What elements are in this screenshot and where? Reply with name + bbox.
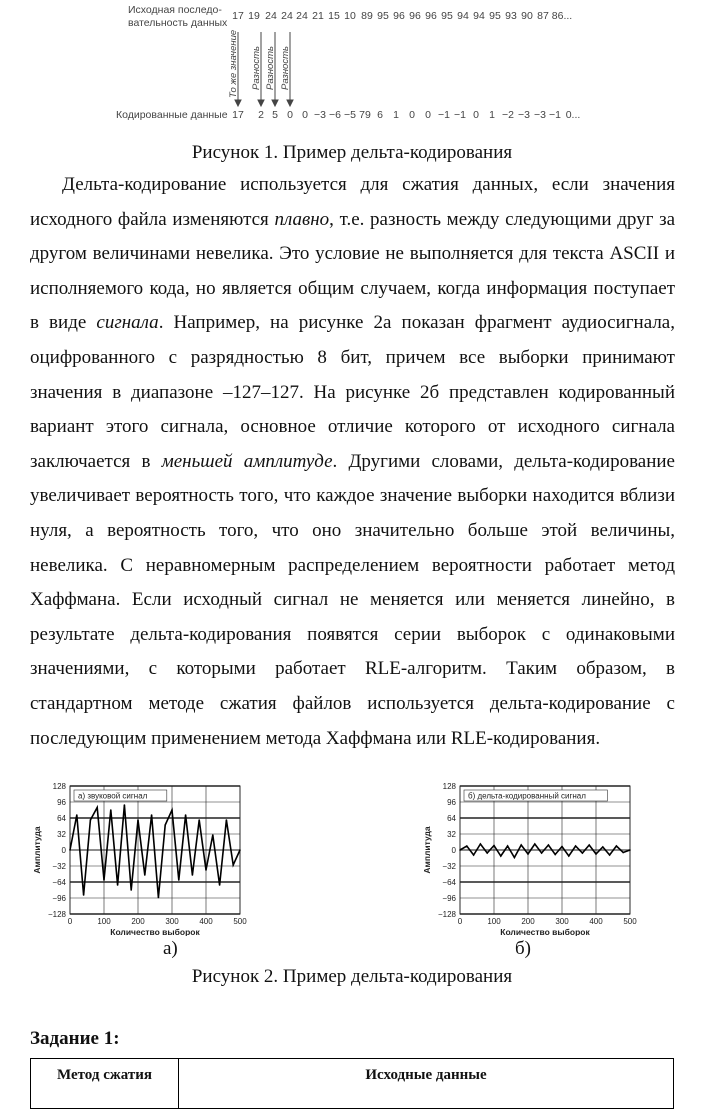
figure-1-caption: Рисунок 1. Пример дельта-кодирования xyxy=(191,142,513,163)
signal-point xyxy=(164,824,166,826)
source-value: 24 xyxy=(296,10,308,22)
signal-point xyxy=(582,852,584,854)
legend-label: б) дельта-кодированный сигнал xyxy=(468,791,586,801)
chart-delta-signal xyxy=(420,776,650,936)
rot-label-diff-1: Разность xyxy=(251,46,262,90)
signal-point xyxy=(616,845,618,847)
encoded-value: −3 xyxy=(314,109,326,121)
signal-point xyxy=(76,814,78,816)
y-tick-label: 128 xyxy=(52,782,66,791)
figure-2-caption: Рисунок 2. Пример дельта-кодирования xyxy=(191,966,513,987)
signal-point xyxy=(541,852,543,854)
signal-point xyxy=(561,846,563,848)
y-tick-label: −32 xyxy=(442,862,456,871)
x-tick-label: 0 xyxy=(457,917,463,926)
body-text-4: . Другими словами, дельта-кодирование увеличивает вероятность того, что каждое значение выборки находится вблизи нуля, а вероятность того, что оно значительно больше этой величины, невелика. С неравномерным распределением вероятности работает метод Хаффмана. Если исходный сигнал не меняется или меняется линейно, в результате дельта-кодирования появятся серии выборок с одинаковыми значениями, с которыми работает RLE-алгоритм. Таким образом, в стандартном методе сжатия файлов используется дельта-кодирование с последующим применением метода Хаффмана или RLE-кодирования. xyxy=(30,450,675,749)
signal-point xyxy=(144,874,146,876)
signal-point xyxy=(459,849,461,851)
y-tick-label: 64 xyxy=(57,814,66,823)
body-text-3: . Например, на рисунке 2а показан фрагмент аудиосигнала, оцифрованного с разрядностью 8 бит, причем все выборки принимают значения в диапазоне –127–127. На рисунке 2б представлен кодированный вариант этого сигнала, основное отличие которого от исходного сигнала заключается в xyxy=(30,312,675,472)
source-value: 96 xyxy=(409,10,421,22)
y-tick-label: −128 xyxy=(47,910,66,919)
y-axis-label: Амплитуда xyxy=(422,826,432,874)
signal-point xyxy=(103,879,105,881)
signal-point xyxy=(151,814,153,816)
signal-point xyxy=(588,844,590,846)
signal-point xyxy=(554,854,556,856)
chart-audio-signal xyxy=(30,776,260,936)
signal-point xyxy=(622,852,624,854)
task-heading: Задание 1: xyxy=(30,1028,120,1049)
signal-point xyxy=(548,844,550,846)
encoded-value: −3 xyxy=(518,109,530,121)
body-em-1: плавно xyxy=(274,208,330,230)
signal-point xyxy=(158,897,160,899)
source-value: 94 xyxy=(473,10,485,22)
signal-point xyxy=(83,894,85,896)
signal-point xyxy=(500,855,502,857)
y-tick-label: 96 xyxy=(447,798,456,807)
x-tick-label: 200 xyxy=(521,917,535,926)
x-tick-label: 100 xyxy=(97,917,111,926)
source-value: 94 xyxy=(457,10,469,22)
signal-point xyxy=(534,843,536,845)
y-tick-label: 96 xyxy=(57,798,66,807)
source-value: 95 xyxy=(441,10,453,22)
signal-point xyxy=(212,834,214,836)
encoded-value: 0 xyxy=(302,109,308,121)
encoded-value: 0 xyxy=(425,109,431,121)
signal-point xyxy=(90,819,92,821)
subfig-label-b: б) xyxy=(515,938,531,959)
source-value: 96 xyxy=(425,10,437,22)
signal-point xyxy=(507,845,509,847)
signal-point xyxy=(232,864,234,866)
rot-label-same: То же значение xyxy=(228,29,239,98)
y-tick-label: −64 xyxy=(442,878,456,887)
x-axis-label: Количество выборок xyxy=(500,927,590,936)
legend-label: а) звуковой сигнал xyxy=(78,791,148,801)
source-value: 24 xyxy=(281,10,293,22)
signal-point xyxy=(198,819,200,821)
encoded-value: −2 xyxy=(502,109,514,121)
encoded-value: 1 xyxy=(489,109,495,121)
table-header-row xyxy=(31,1059,674,1109)
source-value: 90 xyxy=(521,10,533,22)
signal-point xyxy=(130,889,132,891)
subfig-label-a: а) xyxy=(163,938,178,959)
x-tick-label: 400 xyxy=(199,917,213,926)
source-value: 15 xyxy=(328,10,340,22)
y-tick-label: −128 xyxy=(437,910,456,919)
body-text-1: Дельта-кодирование используется для сжатия данных, если значения исходного файла изменяются xyxy=(30,174,675,230)
source-value: 87 xyxy=(537,10,549,22)
col-method: Метод сжатия xyxy=(31,1059,179,1109)
signal-point xyxy=(629,849,631,851)
encoded-value: −1 xyxy=(438,109,450,121)
rot-label-diff-2: Разность xyxy=(265,46,276,90)
x-tick-label: 200 xyxy=(131,917,145,926)
source-value: 17 xyxy=(232,10,244,22)
encoded-value: −1 xyxy=(454,109,466,121)
body-paragraph xyxy=(30,168,675,756)
encoded-label: Кодированные данные xyxy=(116,109,228,121)
signal-point xyxy=(466,845,468,847)
x-tick-label: 300 xyxy=(555,917,569,926)
signal-point xyxy=(192,874,194,876)
encoded-value: 0 xyxy=(409,109,415,121)
rot-label-diff-3: Разность xyxy=(280,46,291,90)
y-tick-label: 128 xyxy=(442,782,456,791)
signal-point xyxy=(185,814,187,816)
signal-point xyxy=(178,879,180,881)
encoded-value: −3 xyxy=(534,109,546,121)
signal-point xyxy=(514,857,516,859)
encoded-values xyxy=(232,109,580,121)
signal-point xyxy=(96,807,98,809)
figure-1 xyxy=(0,0,704,130)
encoded-value: −6 xyxy=(329,109,341,121)
encoded-value: 0... xyxy=(565,109,581,121)
source-value: 93 xyxy=(505,10,517,22)
signal-point xyxy=(69,849,71,851)
encoded-value: 17 xyxy=(232,109,244,121)
encoded-value: 6 xyxy=(377,109,383,121)
source-value: 86... xyxy=(551,10,573,22)
x-tick-label: 300 xyxy=(165,917,179,926)
source-value: 89 xyxy=(361,10,373,22)
x-tick-label: 500 xyxy=(623,917,637,926)
encoded-value: −1 xyxy=(549,109,561,121)
body-text-2: , т.е. разность между следующими друг за другом величинами невелика. Это условие не выполняется для текста ASCII и исполняемого кода, но является общим случаем, когда информация поступает в виде xyxy=(30,208,676,334)
signal-point xyxy=(520,844,522,846)
y-tick-label: −96 xyxy=(52,894,66,903)
source-value: 24 xyxy=(265,10,277,22)
y-tick-label: 32 xyxy=(57,830,66,839)
source-value: 21 xyxy=(312,10,324,22)
signal-point xyxy=(239,849,241,851)
source-label-line1: Исходная последо- xyxy=(128,4,222,16)
encoded-value: 0 xyxy=(473,109,479,121)
y-tick-label: 0 xyxy=(61,846,66,855)
x-tick-label: 500 xyxy=(233,917,247,926)
y-tick-label: −32 xyxy=(52,862,66,871)
encoded-value: 0 xyxy=(287,109,293,121)
y-tick-label: 32 xyxy=(447,830,456,839)
y-tick-label: 0 xyxy=(451,846,456,855)
encoded-value: 1 xyxy=(393,109,399,121)
y-tick-label: −96 xyxy=(442,894,456,903)
encoded-value: −5 xyxy=(344,109,356,121)
source-values xyxy=(232,10,572,22)
x-axis-label: Количество выборок xyxy=(110,927,200,936)
x-tick-label: 0 xyxy=(67,917,73,926)
source-value: 95 xyxy=(489,10,501,22)
signal-point xyxy=(473,854,475,856)
signal-point xyxy=(609,854,611,856)
col-source-data: Исходные данные xyxy=(179,1059,674,1109)
y-tick-label: −64 xyxy=(52,878,66,887)
y-axis-label: Амплитуда xyxy=(32,826,42,874)
encoded-value: 79 xyxy=(359,109,371,121)
source-label-line2: вательность данных xyxy=(128,17,228,29)
signal-point xyxy=(595,853,597,855)
encoded-value: 5 xyxy=(272,109,278,121)
body-em-2: сигнала xyxy=(96,312,159,334)
signal-point xyxy=(117,884,119,886)
signal-point xyxy=(575,845,577,847)
source-value: 96 xyxy=(393,10,405,22)
source-value: 19 xyxy=(248,10,260,22)
source-value: 10 xyxy=(344,10,356,22)
signal-point xyxy=(226,819,228,821)
task-table xyxy=(30,1058,674,1109)
signal-point xyxy=(602,846,604,848)
signal-point xyxy=(171,809,173,811)
signal-point xyxy=(137,819,139,821)
signal-point xyxy=(205,869,207,871)
signal-point xyxy=(219,884,221,886)
y-tick-label: 64 xyxy=(447,814,456,823)
signal-point xyxy=(493,845,495,847)
signal-point xyxy=(527,853,529,855)
signal-point xyxy=(110,809,112,811)
source-value: 95 xyxy=(377,10,389,22)
x-tick-label: 400 xyxy=(589,917,603,926)
signal-point xyxy=(568,855,570,857)
encoded-value: 2 xyxy=(258,109,264,121)
signal-point xyxy=(480,843,482,845)
body-em-3: меньшей амплитуде xyxy=(161,450,333,472)
signal-point xyxy=(124,804,126,806)
signal-point xyxy=(486,852,488,854)
x-tick-label: 100 xyxy=(487,917,501,926)
